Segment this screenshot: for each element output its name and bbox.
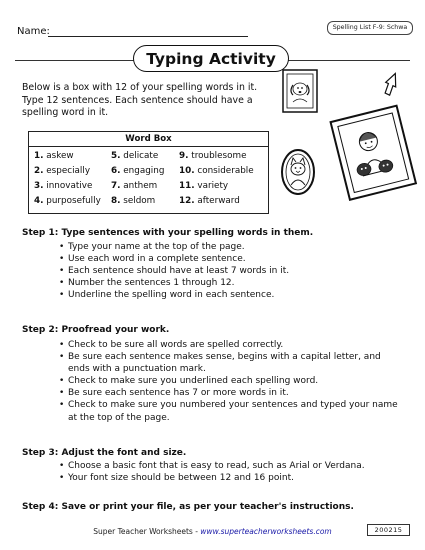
word-text: especially	[46, 166, 91, 176]
step-heading: Step 4: Save or print your file, as per your teacher's instructions.	[22, 502, 354, 512]
step-bullet: • Use each word in a complete sentence.	[59, 253, 404, 265]
step-bullet: • Be sure each sentence has 7 or more words in it.	[59, 387, 404, 399]
step-bullet: • Each sentence should have at least 7 words in it.	[59, 265, 404, 277]
arrow-icon	[381, 71, 400, 96]
cat-portrait-icon	[282, 150, 314, 194]
word-number: 11.	[179, 181, 195, 191]
step-bullet: • Be sure each sentence makes sense, begins with a capital letter, and ends with a punctuation mark.	[59, 351, 404, 375]
word-number: 2.	[34, 166, 44, 176]
footer-separator: -	[192, 527, 201, 536]
word-box-item	[34, 181, 92, 191]
word-text: seldom	[123, 196, 156, 206]
word-number: 9.	[179, 151, 189, 161]
step-bullet: • Type your name at the top of the page.	[59, 241, 404, 253]
word-box-item	[179, 151, 246, 161]
word-box-item	[179, 166, 254, 176]
word-number: 1.	[34, 151, 44, 161]
word-number: 8.	[111, 196, 121, 206]
step-bullet-list	[59, 241, 404, 301]
word-box-item	[111, 181, 157, 191]
word-box-item	[111, 166, 164, 176]
footer	[0, 527, 425, 536]
spelling-list-badge: Spelling List F-9: Schwa	[327, 21, 413, 35]
word-box-item	[34, 196, 101, 206]
word-text: troublesome	[191, 151, 247, 161]
step-bullet-list	[59, 339, 404, 424]
step-heading: Step 3: Adjust the font and size.	[22, 448, 187, 458]
word-grid	[29, 147, 268, 215]
word-box-heading: Word Box	[29, 132, 268, 147]
dog-portrait-icon	[283, 70, 317, 112]
word-box-item	[179, 181, 228, 191]
word-box	[28, 131, 269, 214]
picture-frames-illustration	[278, 65, 418, 225]
word-text: engaging	[123, 166, 165, 176]
name-line	[48, 36, 248, 37]
worksheet-code: 200215	[367, 524, 410, 536]
intro-text: Below is a box with 12 of your spelling words in it. Type 12 sentences. Each sentence should have a spelling word in it.	[22, 82, 258, 119]
word-text: afterward	[197, 196, 240, 206]
word-text: delicate	[123, 151, 159, 161]
word-text: innovative	[46, 181, 93, 191]
word-number: 12.	[179, 196, 195, 206]
word-number: 7.	[111, 181, 121, 191]
step-bullet: • Your font size should be between 12 and 16 point.	[59, 472, 404, 484]
step-bullet: • Check to be sure all words are spelled correctly.	[59, 339, 404, 351]
step-bullet: • Check to make sure you numbered your sentences and typed your name at the top of the page.	[59, 399, 404, 423]
step-bullet: • Underline the spelling word in each sentence.	[59, 289, 404, 301]
word-text: variety	[197, 181, 229, 191]
word-text: considerable	[197, 166, 254, 176]
footer-url[interactable]: www.superteacherworksheets.com	[200, 527, 332, 536]
word-box-item	[34, 151, 74, 161]
step-heading: Step 1: Type sentences with your spelling words in them.	[22, 228, 314, 238]
word-box-item	[111, 196, 155, 206]
word-number: 4.	[34, 196, 44, 206]
word-number: 10.	[179, 166, 195, 176]
family-portrait-icon	[331, 106, 416, 200]
word-box-item	[34, 166, 90, 176]
word-text: askew	[46, 151, 74, 161]
step-bullet: • Number the sentences 1 through 12.	[59, 277, 404, 289]
word-box-item	[179, 196, 240, 206]
word-box-item	[111, 151, 158, 161]
word-text: purposefully	[46, 196, 101, 206]
word-text: anthem	[123, 181, 158, 191]
step-bullet-list	[59, 460, 404, 484]
word-number: 5.	[111, 151, 121, 161]
page-title: Typing Activity	[133, 45, 289, 72]
step-heading: Step 2: Proofread your work.	[22, 325, 170, 335]
step-bullet: • Check to make sure you underlined each spelling word.	[59, 375, 404, 387]
word-number: 3.	[34, 181, 44, 191]
word-number: 6.	[111, 166, 121, 176]
footer-brand: Super Teacher Worksheets	[93, 527, 193, 536]
name-label: Name:	[17, 26, 50, 37]
step-bullet: • Choose a basic font that is easy to read, such as Arial or Verdana.	[59, 460, 404, 472]
